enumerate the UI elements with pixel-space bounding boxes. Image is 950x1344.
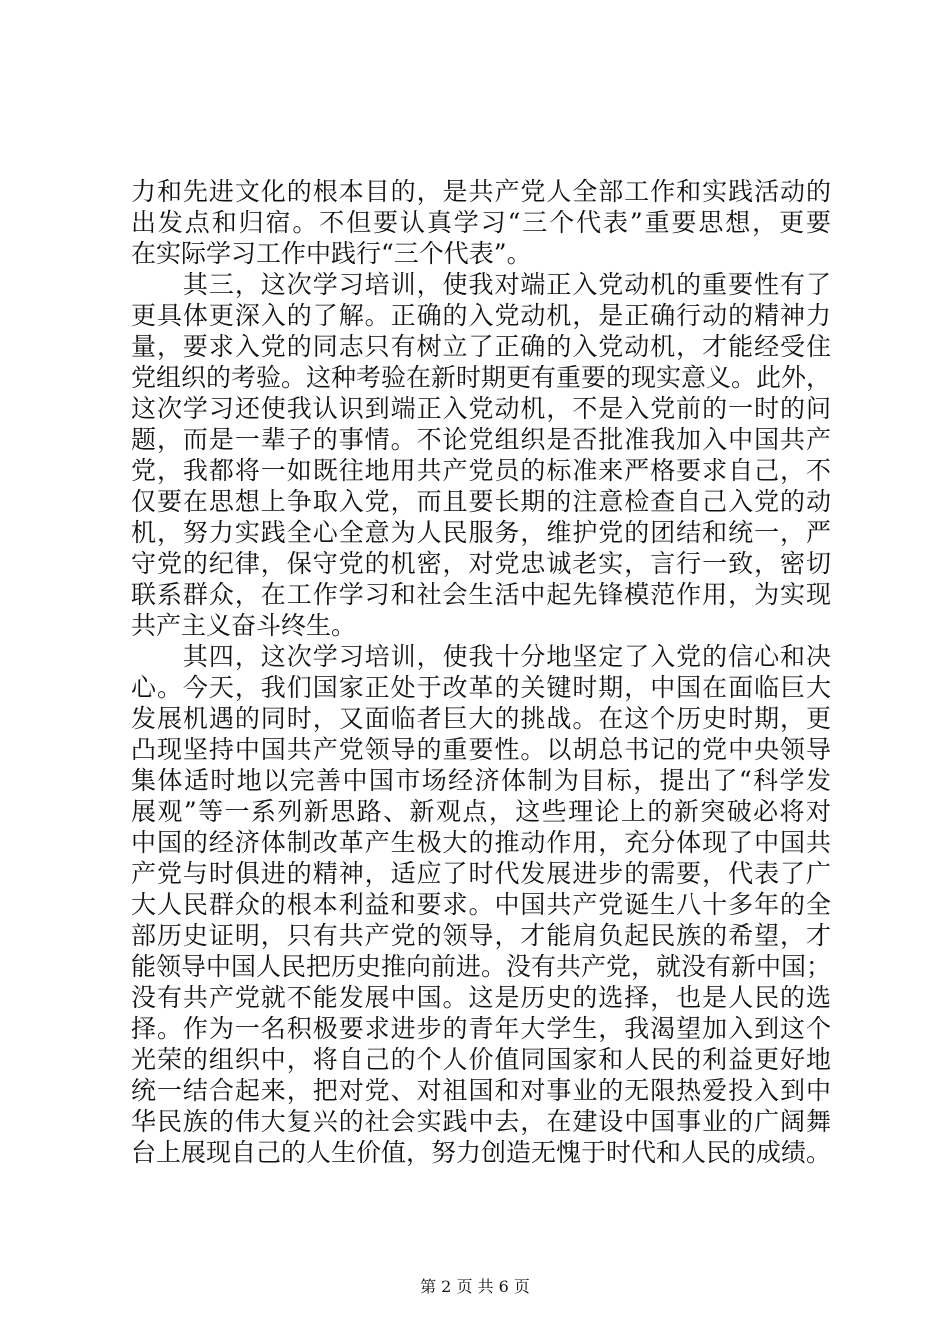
text-line: 发展机遇的同时，又面临者巨大的挑战。在这个历史时期，更 xyxy=(131,704,831,733)
document-body xyxy=(131,176,831,1168)
text-line: 集体适时地以完善中国市场经济体制为目标，提出了“科学发 xyxy=(131,766,831,795)
text-line: 量，要求入党的同志只有树立了正确的入党动机，才能经受住 xyxy=(131,332,831,361)
text-line: 力和先进文化的根本目的，是共产党人全部工作和实践活动的 xyxy=(131,177,831,206)
text-line: 党组织的考验。这种考验在新时期更有重要的现实意义。此外， xyxy=(131,363,832,392)
text-line: 台上展现自己的人生价值，努力创造无愧于时代和人民的成绩。 xyxy=(131,1138,832,1167)
text-line: 仅要在思想上争取入党，而且要长期的注意检查自己入党的动 xyxy=(131,487,831,516)
text-line: 心。今天，我们国家正处于改革的关键时期，中国在面临巨大 xyxy=(131,673,831,702)
text-line: 联系群众，在工作学习和社会生活中起先锋模范作用，为实现 xyxy=(131,580,831,609)
text-line: 展观”等一系列新思路、新观点，这些理论上的新突破必将对 xyxy=(131,797,831,826)
page-footer: 第 2 页 共 6 页 xyxy=(420,1277,530,1296)
text-line: 统一结合起来，把对党、对祖国和对事业的无限热爱投入到中 xyxy=(131,1076,831,1105)
text-line: 择。作为一名积极要求进步的青年大学生，我渴望加入到这个 xyxy=(131,1014,831,1043)
text-line: 光荣的组织中，将自己的个人价值同国家和人民的利益更好地 xyxy=(131,1045,831,1074)
text-line: 出发点和归宿。不但要认真学习“三个代表”重要思想，更要 xyxy=(131,208,831,237)
text-line: 大人民群众的根本利益和要求。中国共产党诞生八十多年的全 xyxy=(131,890,831,919)
text-line: 机，努力实践全心全意为人民服务，维护党的团结和统一，严 xyxy=(131,518,831,547)
text-line: 守党的纪律，保守党的机密，对党忠诚老实，言行一致，密切 xyxy=(131,549,831,578)
text-line: 凸现坚持中国共产党领导的重要性。以胡总书记的党中央领导 xyxy=(131,735,831,764)
text-line: 其四，这次学习培训，使我十分地坚定了入党的信心和决 xyxy=(131,642,831,671)
text-line: 能领导中国人民把历史推向前进。没有共产党，就没有新中国； xyxy=(131,952,832,981)
text-line: 这次学习还使我认识到端正入党动机，不是入党前的一时的问 xyxy=(131,394,831,423)
text-line: 中国的经济体制改革产生极大的推动作用，充分体现了中国共 xyxy=(131,828,831,857)
text-line: 题，而是一辈子的事情。不论党组织是否批准我加入中国共产 xyxy=(131,425,831,454)
text-line: 产党与时俱进的精神，适应了时代发展进步的需要，代表了广 xyxy=(131,859,831,888)
text-line: 部历史证明，只有共产党的领导，才能肩负起民族的希望，才 xyxy=(131,921,831,950)
text-line: 更具体更深入的了解。正确的入党动机，是正确行动的精神力 xyxy=(131,301,831,330)
text-line: 共产主义奋斗终生。 xyxy=(131,611,357,640)
text-line: 华民族的伟大复兴的社会实践中去，在建设中国事业的广阔舞 xyxy=(131,1107,831,1136)
text-line: 其三，这次学习培训，使我对端正入党动机的重要性有了 xyxy=(131,270,831,299)
text-line: 在实际学习工作中践行“三个代表”。 xyxy=(131,239,532,268)
text-line: 没有共产党就不能发展中国。这是历史的选择，也是人民的选 xyxy=(131,983,831,1012)
text-line: 党，我都将一如既往地用共产党员的标准来严格要求自己，不 xyxy=(131,456,831,485)
